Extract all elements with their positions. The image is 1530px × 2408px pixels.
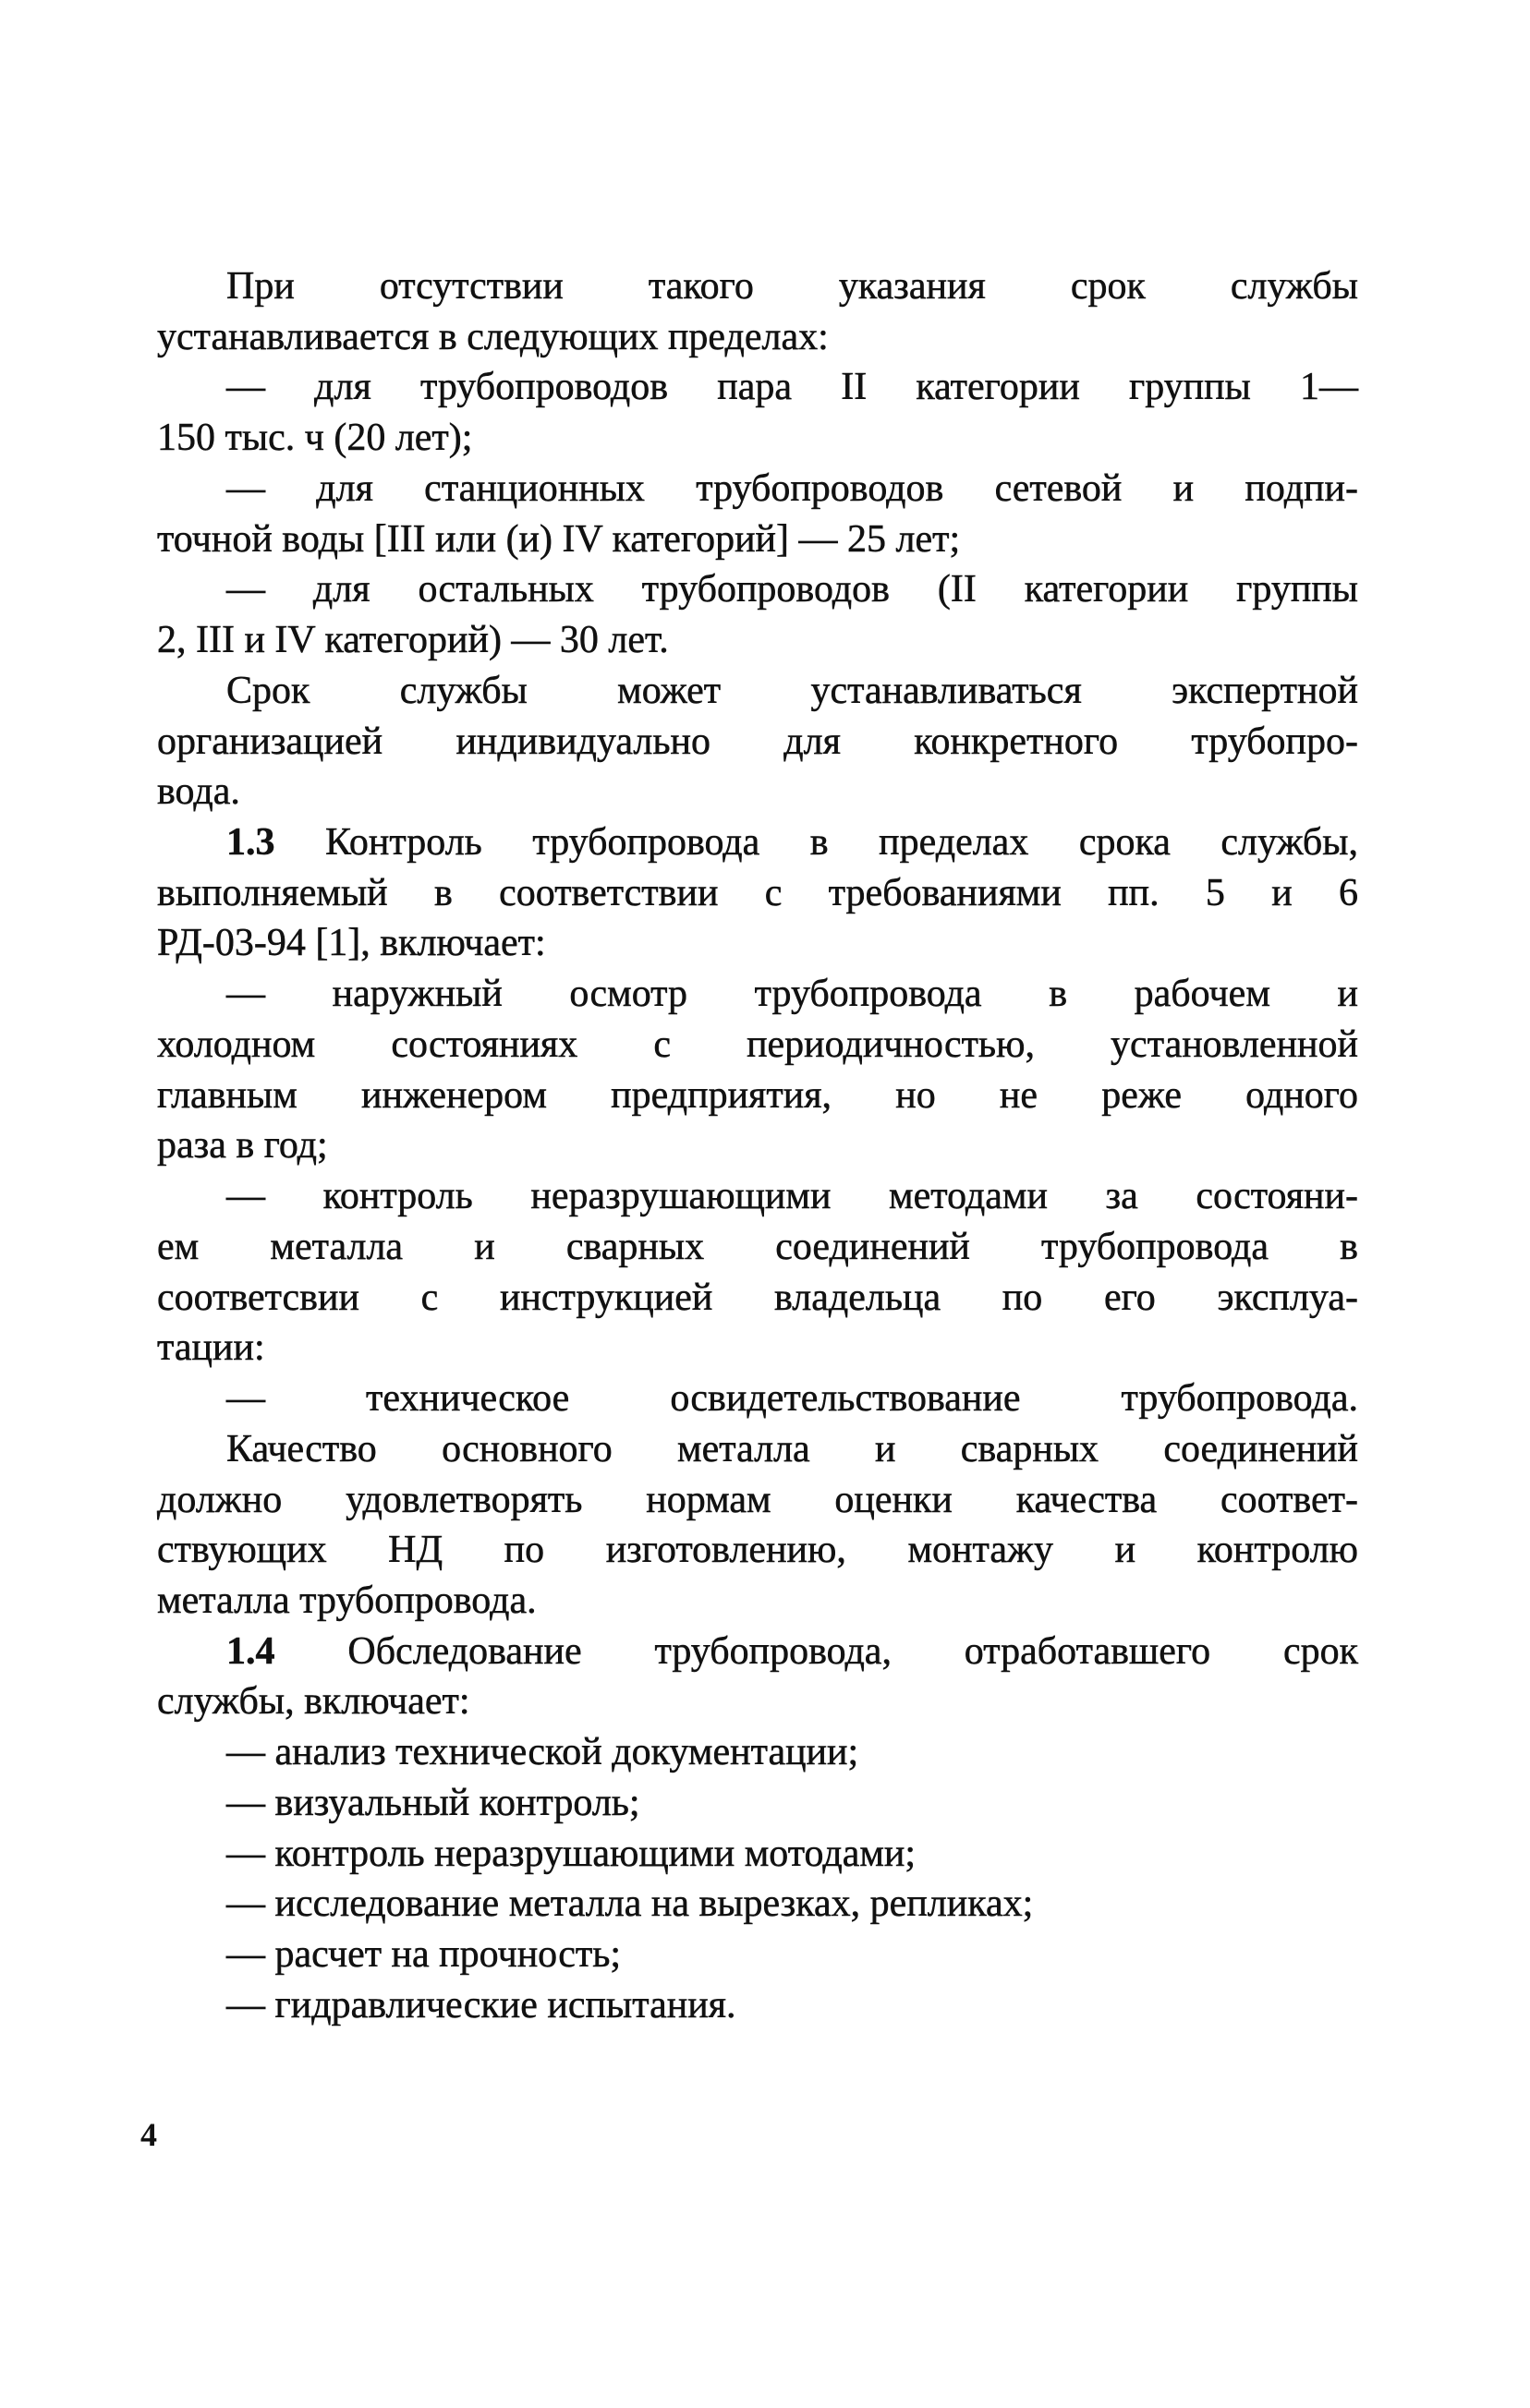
- page-number: 4: [140, 2116, 157, 2153]
- line-text: — визуальный контроль;: [226, 1781, 640, 1824]
- text-line: [226, 1829, 1358, 1879]
- line-text: организацией индивидуально для конкретного трубопро-: [157, 720, 1358, 763]
- section-number: 1.4: [226, 1629, 275, 1673]
- line-text: выполняемый в соответствии с требованиями пп. 5 и 6: [157, 871, 1358, 914]
- line-text: — техническое освидетельствование трубопровода.: [226, 1377, 1358, 1421]
- text-line: [226, 564, 1358, 614]
- text-line: [157, 767, 1358, 817]
- text-line: [226, 1980, 1358, 2030]
- text-line: [157, 1120, 1358, 1170]
- text-line: [157, 413, 1358, 463]
- text-line: [157, 1222, 1358, 1272]
- text-line: [157, 1071, 1358, 1120]
- text-line: [157, 312, 1358, 362]
- line-text: ем металла и сварных соединений трубопровода в: [157, 1225, 1358, 1268]
- text-line: [157, 918, 1358, 968]
- text-line: [226, 817, 1358, 867]
- text-line: [226, 1879, 1358, 1929]
- text-line: [157, 1020, 1358, 1070]
- line-text: вода.: [157, 770, 240, 814]
- text-line: [226, 464, 1358, 514]
- text-line: [226, 362, 1358, 412]
- line-text: главным инженером предприятия, но не реже одного: [157, 1073, 1358, 1117]
- text-line: [226, 1627, 1358, 1676]
- text-line: [226, 1778, 1358, 1828]
- line-text: устанавливается в следующих пределах:: [157, 315, 829, 358]
- line-text: — контроль неразрушающими мотодами;: [226, 1832, 917, 1875]
- section-number: 1.3: [226, 821, 275, 865]
- line-text: тации:: [157, 1326, 265, 1370]
- line-text: При отсутствии такого указания срок службы: [226, 265, 1358, 308]
- line-text: — для остальных трубопроводов (II категории группы: [226, 568, 1358, 611]
- line-text: Срок службы может устанавливаться экспертной: [226, 669, 1358, 712]
- text-line: [226, 1930, 1358, 1979]
- line-text: 150 тыс. ч (20 лет);: [157, 417, 473, 460]
- line-text: Качество основного металла и сварных соединений: [226, 1427, 1358, 1470]
- line-text: холодном состояниях с периодичностью, установленной: [157, 1022, 1358, 1066]
- line-text: — для трубопроводов пара II категории группы 1—: [226, 366, 1358, 409]
- line-text: РД-03-94 [1], включает:: [157, 922, 546, 965]
- line-text: — расчет на прочность;: [226, 1933, 622, 1977]
- line-text: — для станционных трубопроводов сетевой и подпи-: [226, 466, 1358, 510]
- text-line: [226, 261, 1358, 311]
- line-text: Контроль трубопровода в пределах срока службы,: [274, 821, 1358, 865]
- line-text: Обследование трубопровода, отработавшего срок: [274, 1629, 1358, 1673]
- line-text: ствующих НД по изготовлению, монтажу и контролю: [157, 1529, 1358, 1572]
- line-text: — исследование металла на вырезках, репликах;: [226, 1882, 1034, 1926]
- text-line: [226, 969, 1358, 1019]
- line-text: — анализ технической документации;: [226, 1731, 859, 1774]
- text-line: [157, 1525, 1358, 1575]
- text-line: [157, 1273, 1358, 1323]
- line-text: металла трубопровода.: [157, 1579, 537, 1622]
- text-line: [157, 1576, 1358, 1626]
- text-line: [226, 1171, 1358, 1221]
- line-text: раза в год;: [157, 1124, 328, 1168]
- line-text: — наружный осмотр трубопровода в рабочем и: [226, 973, 1358, 1016]
- text-line: [226, 1424, 1358, 1474]
- line-text: — гидравлические испытания.: [226, 1983, 736, 2027]
- text-line: [157, 1676, 1358, 1726]
- text-line: [157, 717, 1358, 767]
- text-line: [226, 666, 1358, 716]
- line-text: 2, III и IV категорий) — 30 лет.: [157, 619, 669, 662]
- text-line: [226, 1727, 1358, 1777]
- text-line: [157, 1475, 1358, 1525]
- text-line: [157, 514, 1358, 564]
- text-line: [157, 868, 1358, 918]
- line-text: соответсвии с инструкцией владельца по его эксплуа-: [157, 1276, 1358, 1319]
- line-text: — контроль неразрушающими методами за состояни-: [226, 1175, 1358, 1218]
- text-line: [226, 1373, 1358, 1423]
- text-line: [157, 1323, 1358, 1373]
- line-text: должно удовлетворять нормам оценки качества соответ-: [157, 1478, 1358, 1521]
- text-line: [157, 615, 1358, 665]
- line-text: службы, включает:: [157, 1680, 470, 1724]
- line-text: точной воды [III или (и) IV категорий] — 25 лет;: [157, 517, 961, 561]
